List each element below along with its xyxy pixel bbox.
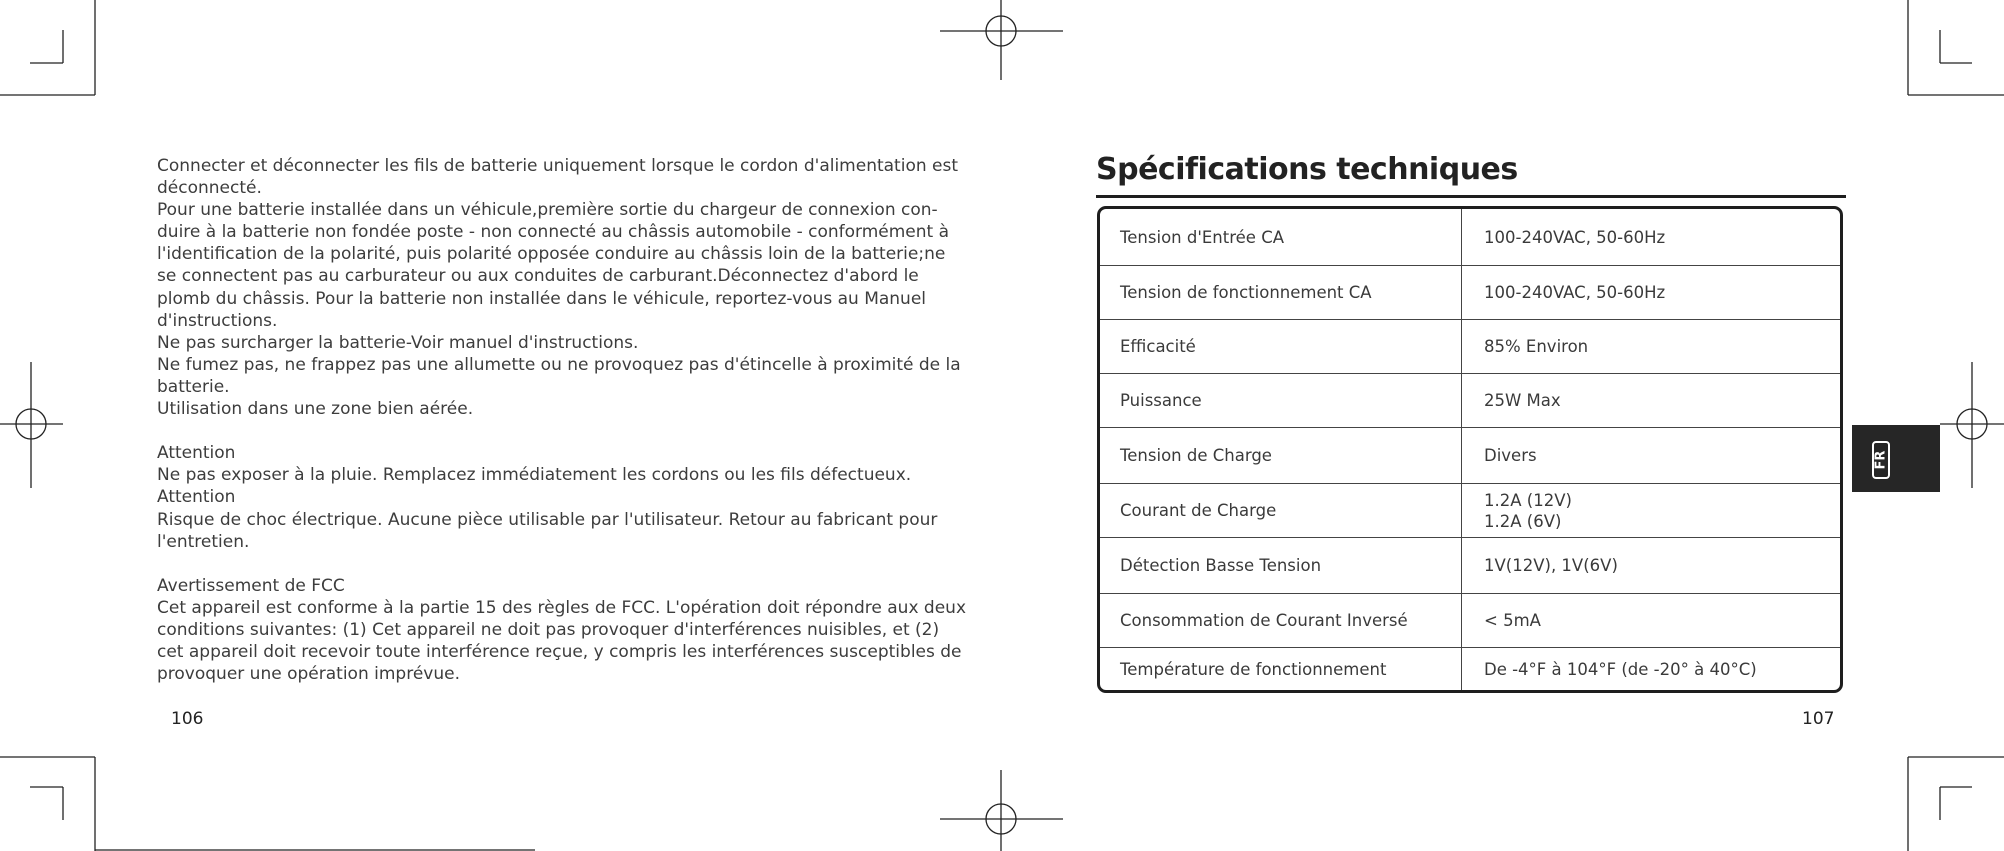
text-line: Avertissement de FCC (157, 575, 345, 596)
spec-label: Détection Basse Tension (1100, 538, 1462, 593)
text-line: l'identification de la polarité, puis polarité opposée conduire au châssis loin de la batterie;ne (157, 244, 946, 265)
spec-label: Température de fonctionnement (1100, 648, 1462, 690)
text-line: Ne pas surcharger la batterie-Voir manuel d'instructions. (157, 332, 639, 353)
text-line: Attention (157, 487, 236, 508)
text-line: Attention (157, 443, 236, 464)
spec-value (1462, 484, 1840, 537)
spec-value (1462, 209, 1840, 265)
text-line: déconnecté. (157, 178, 262, 199)
page-number-right: 107 (1802, 709, 1835, 729)
spec-value-line: 1V(12V), 1V(6V) (1484, 556, 1618, 575)
spec-value-line: 1.2A (12V) (1484, 490, 1572, 510)
text-line: se connectent pas au carburateur ou aux conduites de carburant.Déconnectez d'abord le (157, 266, 919, 287)
spec-label: Courant de Charge (1100, 484, 1462, 537)
spec-row (1100, 593, 1840, 647)
spec-label: Efficacité (1100, 320, 1462, 373)
text-line: conditions suivantes: (1) Cet appareil ne doit pas provoquer d'interférences nuisibles, et (2) (157, 619, 940, 640)
spec-value-line: < 5mA (1484, 611, 1541, 630)
page-number-left: 106 (171, 709, 204, 729)
text-line: Ne fumez pas, ne frappez pas une allumette ou ne provoquez pas d'étincelle à proximité de la (157, 354, 961, 375)
spec-table (1097, 206, 1843, 693)
text-line: Pour une batterie installée dans un véhicule,première sortie du chargeur de connexion con- (157, 200, 938, 221)
text-line: duire à la batterie non fondée poste - non connecté au châssis automobile - conformément à (157, 222, 950, 243)
spec-row (1100, 483, 1840, 537)
text-line: batterie. (157, 376, 230, 397)
language-tab (1852, 425, 1940, 492)
paragraph-gap (157, 553, 907, 575)
spec-row (1100, 319, 1840, 373)
text-line: provoquer une opération imprévue. (157, 664, 460, 685)
spec-value-line: 100-240VAC, 50-60Hz (1484, 283, 1666, 302)
safety-text (157, 155, 967, 685)
spec-label: Tension de fonctionnement CA (1100, 266, 1462, 319)
spec-value-line: Divers (1484, 446, 1537, 465)
spec-value-line: De -4°F à 104°F (de -20° à 40°C) (1484, 659, 1757, 679)
text-line: Ne pas exposer à la pluie. Remplacez immédiatement les cordons ou les fils défectueux. (157, 465, 912, 486)
spec-row (1100, 537, 1840, 593)
spec-label: Puissance (1100, 374, 1462, 427)
spec-value (1462, 648, 1840, 690)
spec-value (1462, 538, 1840, 593)
spec-row (1100, 647, 1840, 690)
language-badge (1872, 441, 1890, 479)
spec-value-line: 25W Max (1484, 391, 1561, 410)
text-line: Risque de choc électrique. Aucune pièce utilisable par l'utilisateur. Retour au fabricant pour (157, 509, 938, 530)
page-title: Spécifications techniques (1096, 152, 1518, 187)
text-line: Cet appareil est conforme à la partie 15 des règles de FCC. L'opération doit répondre aux deux (157, 597, 967, 618)
spec-row (1100, 209, 1840, 265)
spec-value (1462, 428, 1840, 483)
text-line: cet appareil doit recevoir toute interférence reçue, y compris les interférences susceptibles de (157, 642, 962, 663)
spec-label: Tension d'Entrée CA (1100, 209, 1462, 265)
text-line: plomb du châssis. Pour la batterie non installée dans le véhicule, reportez-vous au Manuel (157, 288, 927, 309)
text-line: Connecter et déconnecter les fils de batterie uniquement lorsque le cordon d'alimentation est (157, 156, 959, 176)
spec-label: Consommation de Courant Inversé (1100, 594, 1462, 647)
spec-value (1462, 320, 1840, 373)
spec-row (1100, 373, 1840, 427)
spec-value-line: 1.2A (6V) (1484, 511, 1562, 531)
spec-row (1100, 427, 1840, 483)
spec-value-line: 100-240VAC, 50-60Hz (1484, 227, 1666, 247)
spec-label: Tension de Charge (1100, 428, 1462, 483)
title-underline (1096, 195, 1846, 198)
language-label: FR (1873, 450, 1889, 470)
spec-row (1100, 265, 1840, 319)
spec-value (1462, 594, 1840, 647)
spec-value (1462, 266, 1840, 319)
text-line: l'entretien. (157, 531, 250, 552)
paragraph-gap (157, 420, 907, 442)
text-line: Utilisation dans une zone bien aérée. (157, 399, 474, 420)
text-line: d'instructions. (157, 310, 278, 331)
spec-value (1462, 374, 1840, 427)
spec-value-line: 85% Environ (1484, 337, 1589, 356)
